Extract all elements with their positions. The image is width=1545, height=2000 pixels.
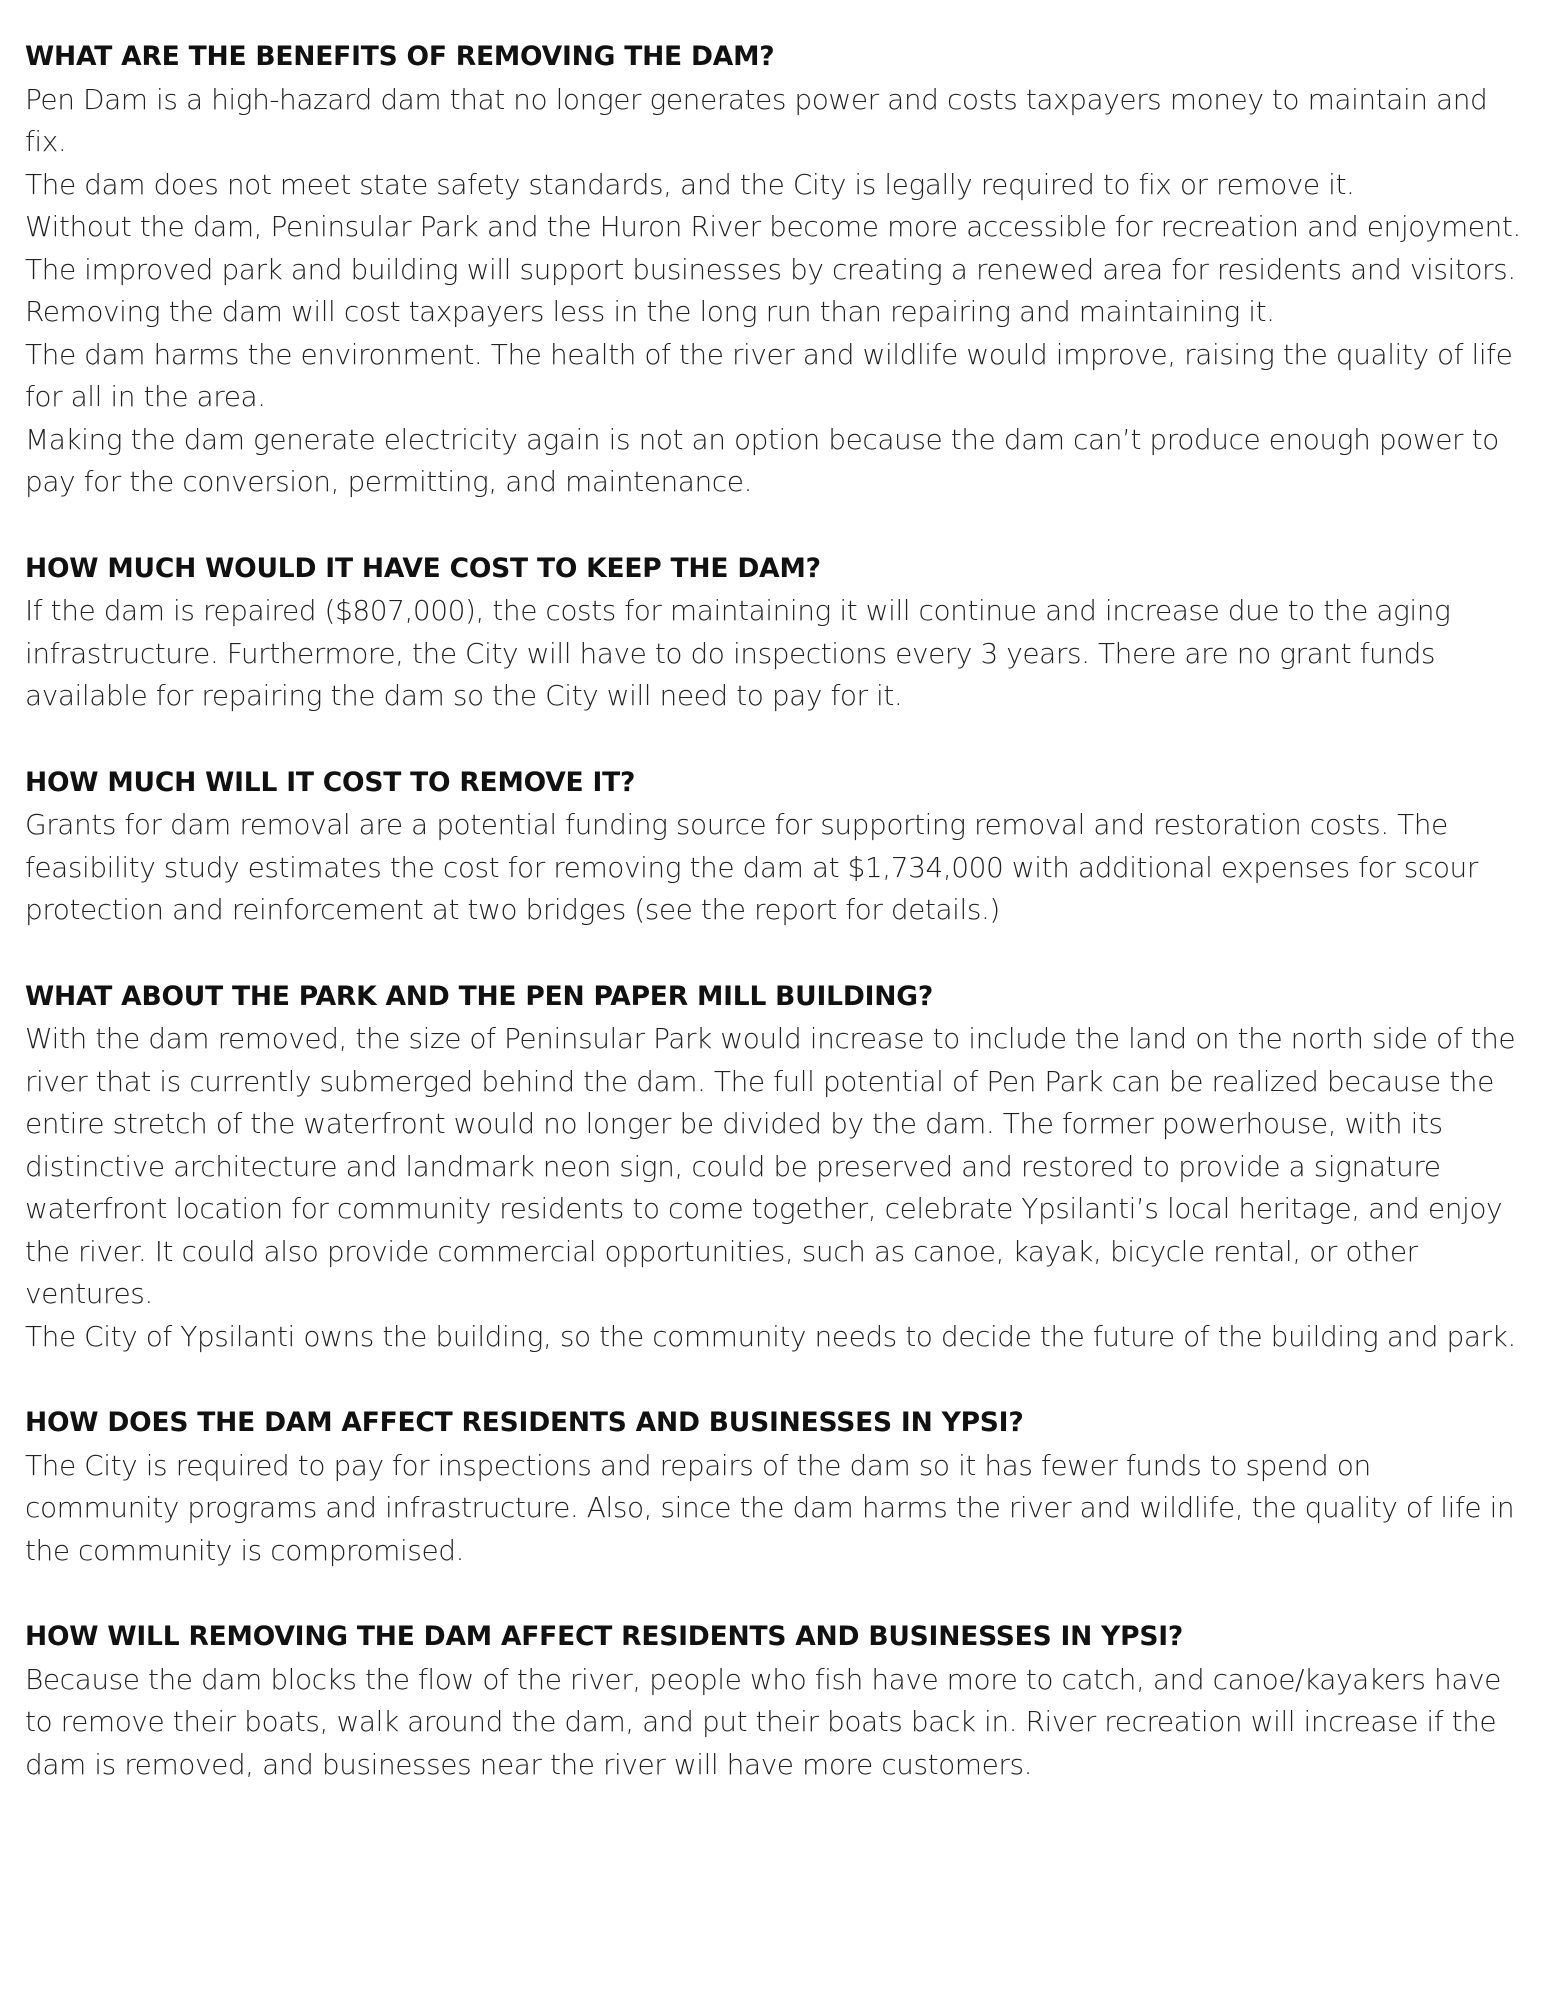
section-heading: HOW MUCH WILL IT COST TO REMOVE IT? bbox=[25, 766, 636, 798]
faq-section-keep-cost bbox=[25, 548, 1525, 718]
paragraph: Making the dam generate electricity again is not an option because the dam can’t produce enough power to pay for the conversion, permitting, and maintenance. bbox=[25, 422, 1499, 498]
section-heading: HOW DOES THE DAM AFFECT RESIDENTS AND BUSINESSES IN YPSI? bbox=[25, 1407, 1024, 1438]
faq-document bbox=[25, 36, 1525, 1830]
faq-section-removal-effect bbox=[25, 1616, 1525, 1786]
faq-section-park-building bbox=[25, 976, 1525, 1359]
faq-section-remove-cost bbox=[25, 762, 1525, 932]
faq-section-benefits bbox=[25, 36, 1525, 504]
section-heading: HOW MUCH WOULD IT HAVE COST TO KEEP THE DAM? bbox=[25, 552, 821, 584]
paragraph: Without the dam, Peninsular Park and the Huron River become more accessible for recreation and enjoyment. bbox=[25, 210, 1521, 243]
paragraph: Pen Dam is a high-hazard dam that no longer generates power and costs taxpayers money to maintain and fix. bbox=[25, 82, 1488, 158]
paragraph: The City of Ypsilanti owns the building, so the community needs to decide the future of the building and park. bbox=[25, 1319, 1516, 1353]
paragraph: The improved park and building will support businesses by creating a renewed area for residents and visitors. bbox=[25, 252, 1516, 286]
paragraph: The dam harms the environment. The health of the river and wildlife would improve, raising the quality of life for all in the area. bbox=[25, 337, 1513, 413]
paragraph: The dam does not meet state safety standards, and the City is legally required to fix or remove it. bbox=[25, 167, 1355, 201]
paragraph: If the dam is repaired ($807,000), the costs for maintaining it will continue and increase due to the aging infrastructure. Furthermore, the City will have to do inspections every 3 years. There are no grant funds available for repairing the dam so the City will need to pay for it. bbox=[25, 594, 1451, 712]
section-heading: WHAT ARE THE BENEFITS OF REMOVING THE DAM? bbox=[25, 41, 775, 72]
paragraph: With the dam removed, the size of Peninsular Park would increase to include the land on the north side of the river that is currently submerged behind the dam. The full potential of Pen Park can be realized because the entire stretch of the waterfront would no longer be divided by the dam. The former powerhouse, with its distinctive architecture and landmark neon sign, could be preserved and restored to provide a signature waterfront location for community residents to come together, celebrate Ypsilanti’s local heritage, and enjoy the river. It could also provide commercial opportunities, such as canoe, kayak, bicycle rental, or other ventures. bbox=[25, 1022, 1516, 1310]
section-heading: HOW WILL REMOVING THE DAM AFFECT RESIDENTS AND BUSINESSES IN YPSI? bbox=[25, 1621, 1184, 1652]
paragraph: Because the dam blocks the flow of the river, people who fish have more to catch, and canoe/kayakers have to remove their boats, walk around the dam, and put their boats back in. River recreation will increase if the dam is removed, and businesses near the river will have more customers. bbox=[25, 1662, 1501, 1781]
faq-section-dam-effect bbox=[25, 1402, 1525, 1572]
section-heading: WHAT ABOUT THE PARK AND THE PEN PAPER MILL BUILDING? bbox=[25, 980, 933, 1012]
paragraph: Removing the dam will cost taxpayers less in the long run than repairing and maintaining it. bbox=[25, 295, 1275, 328]
paragraph: Grants for dam removal are a potential funding source for supporting removal and restoration costs. The feasibility study estimates the cost for removing the dam at $1,734,000 with additional expenses for scour protection and reinforcement at two bridges (see the report for details.) bbox=[25, 808, 1478, 926]
paragraph: The City is required to pay for inspections and repairs of the dam so it has fewer funds to spend on community programs and infrastructure. Also, since the dam harms the river and wildlife, the quality of life in the community is compromised. bbox=[25, 1448, 1515, 1567]
